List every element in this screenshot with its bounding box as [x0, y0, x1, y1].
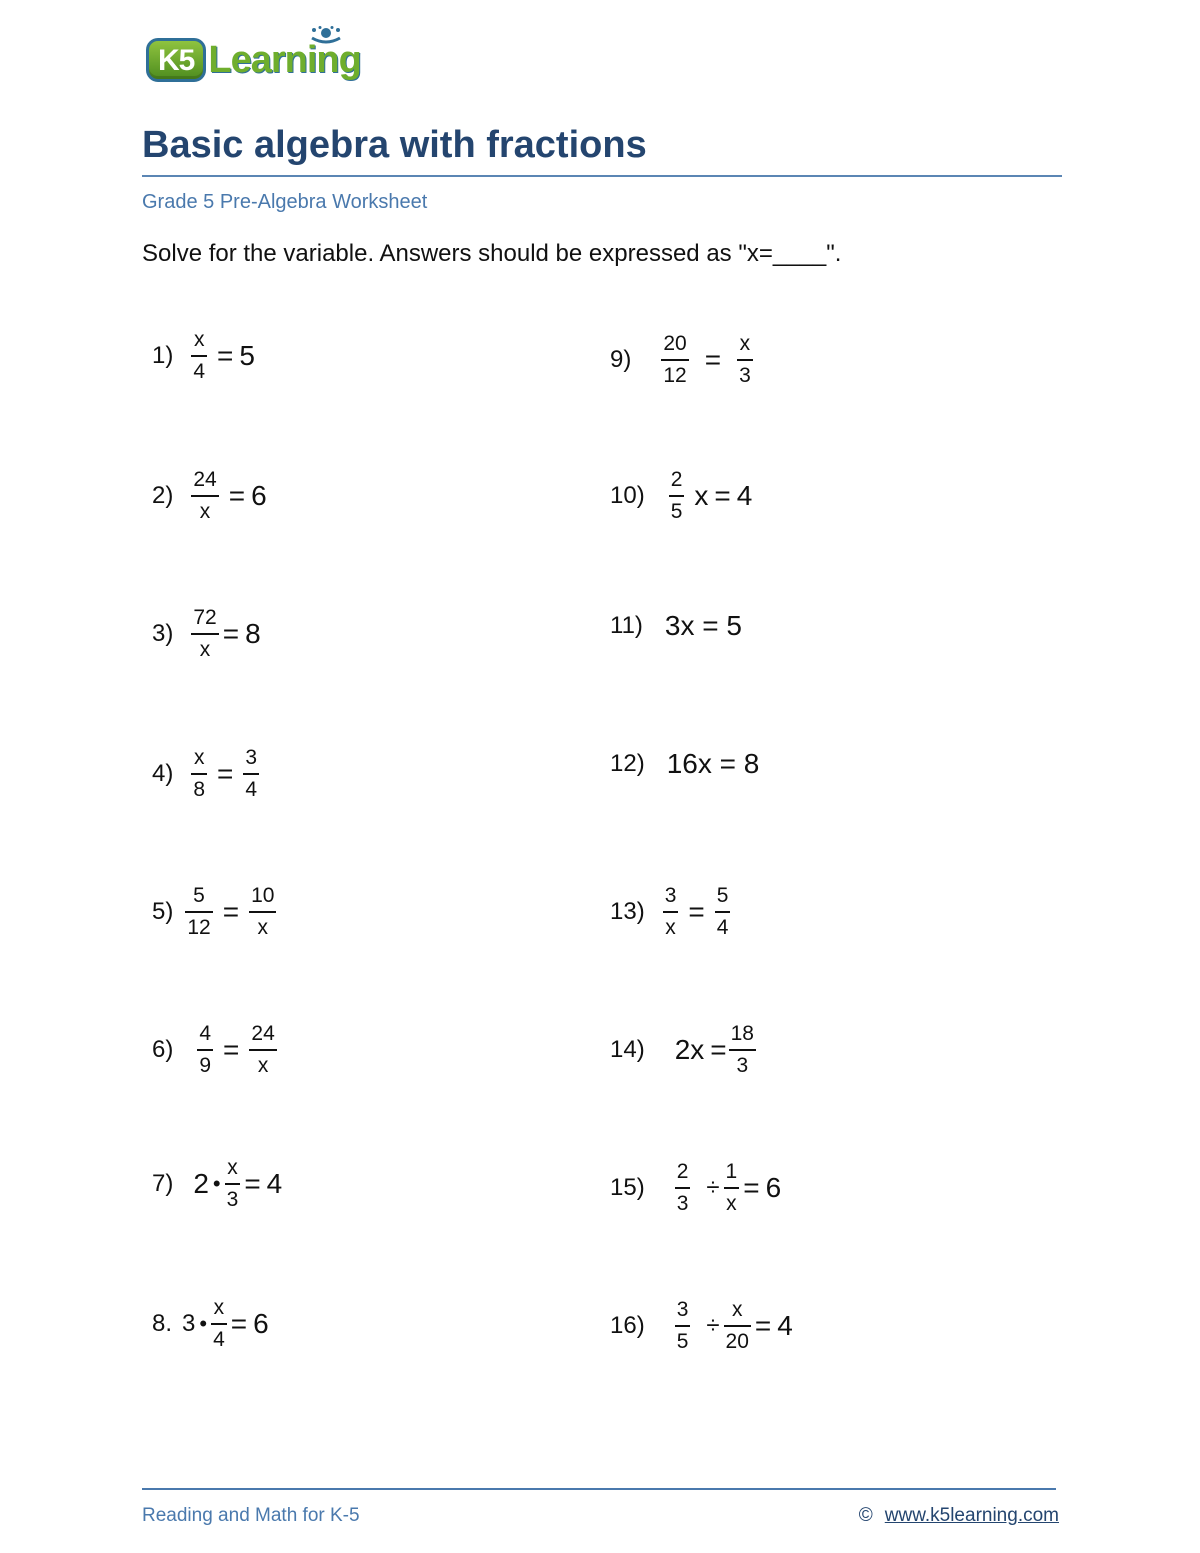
k5-learning-logo: [146, 30, 361, 90]
problem-number: 4): [152, 760, 174, 787]
problem-5: 5) $\frac{5}{12}$ = $\frac{10}{x}$: [152, 884, 275, 939]
problem-8: 8. 3 • $\frac{x}{4}$ = 6: [152, 1296, 269, 1351]
footer-website: [859, 1505, 1059, 1527]
website-link[interactable]: www.k5learning.com: [884, 1505, 1059, 1526]
problem-16: 16) $\frac{3}{5}$ ÷ $\frac{x}{20}$ = 4: [610, 1298, 793, 1353]
problem-number: 16): [610, 1312, 645, 1339]
problem-4: 4) $\frac{x}{8}$ = $\frac{3}{4}$: [152, 746, 258, 801]
problem-number: 15): [610, 1174, 645, 1201]
fraction: $\frac{20}{12}$: [663, 332, 687, 387]
problem-1: 1) $\frac{x}{4}$ = 5: [152, 328, 255, 383]
problem-number: 11): [610, 612, 643, 639]
fraction: $\frac{18}{3}$: [730, 1022, 754, 1077]
fraction: $\frac{2}{5}$: [670, 468, 683, 523]
fraction: $\frac{x}{3}$: [226, 1156, 239, 1211]
problem-number: 8.: [152, 1310, 173, 1337]
problem-number: 10): [610, 482, 645, 509]
copyright-icon: ©: [858, 1505, 873, 1526]
problem-6: 6) $\frac{4}{9}$ = $\frac{24}{x}$: [152, 1022, 275, 1077]
problem-14: 14) 2x = $\frac{18}{3}$: [610, 1022, 754, 1077]
problem-13: 13) $\frac{3}{x}$ = $\frac{5}{4}$: [610, 884, 729, 939]
fraction: $\frac{x}{4}$: [213, 1296, 225, 1351]
page-title: Basic algebra with fractions: [142, 124, 647, 166]
title-divider: [142, 175, 1062, 177]
fraction: $\frac{5}{12}$: [187, 884, 211, 939]
fraction: $\frac{72}{x}$: [193, 606, 217, 661]
equation: 3x = 5: [664, 610, 742, 641]
fraction: $\frac{x}{3}$: [739, 332, 751, 387]
logo-person-icon: [308, 26, 344, 56]
fraction: $\frac{24}{x}$: [251, 1022, 275, 1077]
fraction: $\frac{x}{8}$: [193, 746, 206, 801]
problem-7: 7) 2 • $\frac{x}{3}$ = 4: [152, 1156, 283, 1211]
problem-number: 9): [610, 346, 632, 373]
fraction: $\frac{x}{4}$: [193, 328, 206, 383]
logo-badge: K5: [146, 38, 206, 82]
problem-2: 2) $\frac{24}{x}$ = 6: [152, 468, 267, 523]
problem-12: [610, 734, 759, 794]
fraction: $\frac{2}{3}$: [676, 1160, 689, 1215]
fraction: $\frac{1}{x}$: [725, 1160, 738, 1215]
logo-wordmark: Learning: [208, 38, 361, 81]
problem-9: 9) $\frac{20}{12}$ = $\frac{x}{3}$: [610, 332, 751, 387]
problem-number: 3): [152, 620, 174, 647]
problem-number: 12): [610, 750, 645, 777]
footer-divider: [142, 1488, 1056, 1490]
fraction: $\frac{3}{x}$: [664, 884, 677, 939]
problem-number: 7): [152, 1170, 174, 1197]
fraction: $\frac{4}{9}$: [199, 1022, 212, 1077]
fraction: $\frac{3}{5}$: [676, 1298, 689, 1353]
problem-number: 2): [152, 482, 174, 509]
instructions: Solve for the variable. Answers should be expressed as "x=____".: [142, 240, 842, 267]
problem-15: 15) $\frac{2}{3}$ ÷ $\frac{1}{x}$ = 6: [610, 1160, 782, 1215]
problem-number: 5): [152, 898, 174, 925]
equation: 16x = 8: [666, 748, 760, 779]
fraction: $\frac{5}{4}$: [716, 884, 729, 939]
problem-number: 13): [610, 898, 645, 925]
fraction: $\frac{3}{4}$: [245, 746, 258, 801]
problem-11: [610, 596, 742, 656]
problem-10: 10) $\frac{2}{5}$ x = 4: [610, 468, 753, 523]
fraction: $\frac{x}{20}$: [725, 1298, 749, 1353]
problem-number: 6): [152, 1036, 174, 1063]
problem-number: 14): [610, 1036, 645, 1063]
fraction: $\frac{24}{x}$: [193, 468, 217, 523]
problem-number: 1): [152, 342, 174, 369]
fraction: $\frac{10}{x}$: [251, 884, 275, 939]
footer-tagline: Reading and Math for K-5: [142, 1505, 360, 1526]
problem-3: 3) $\frac{72}{x}$ = 8: [152, 606, 261, 661]
worksheet-subtitle: Grade 5 Pre-Algebra Worksheet: [142, 191, 428, 213]
